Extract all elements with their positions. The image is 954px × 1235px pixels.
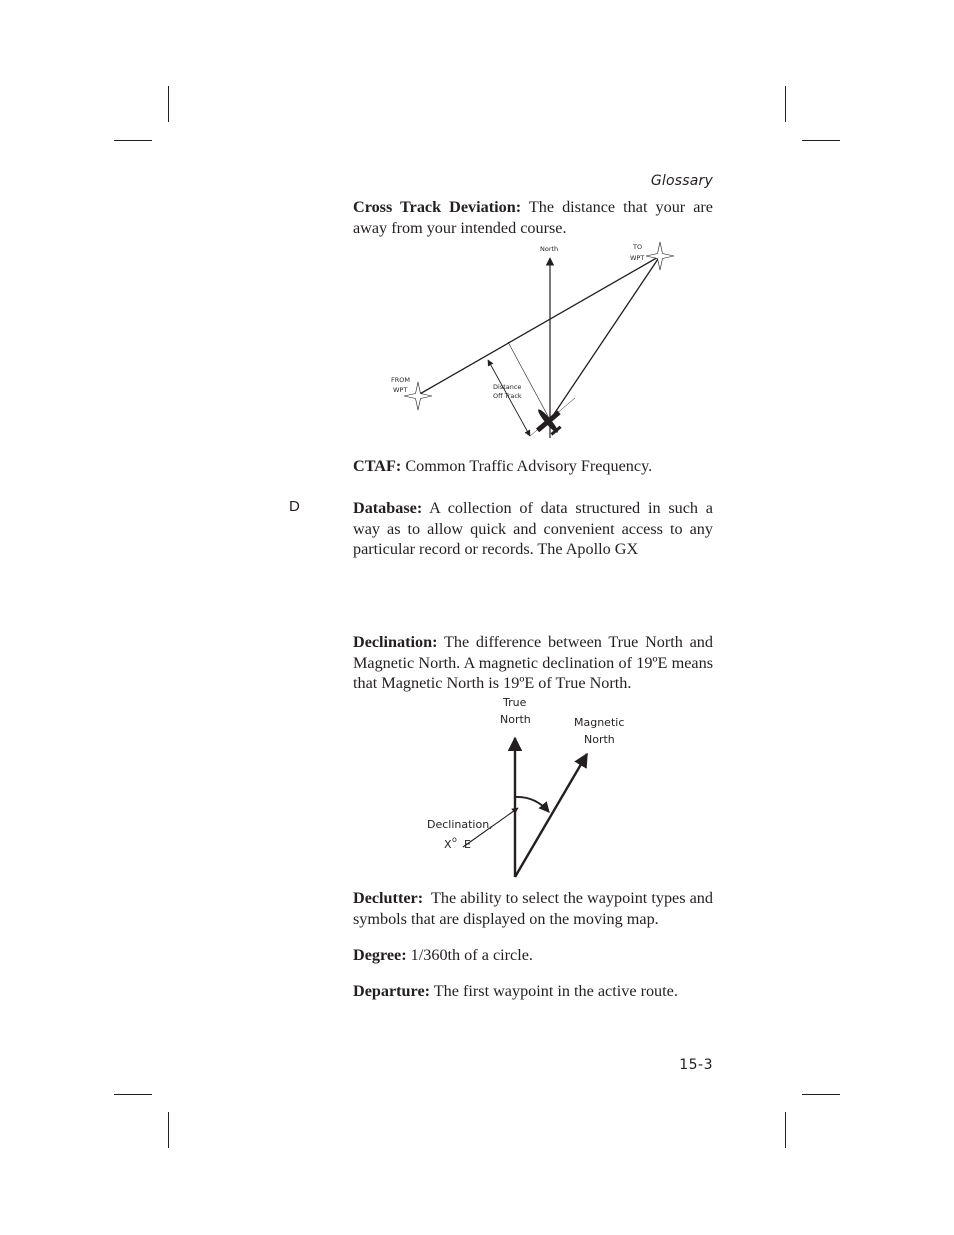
entry-term: CTAF: <box>353 457 402 475</box>
declination-label: Declination, <box>427 818 493 831</box>
declination-degree-sign: o <box>452 835 457 844</box>
distance-label-line-1: Distance <box>493 383 522 391</box>
declination-x: X <box>444 838 452 851</box>
entry-definition: A collection of data structured in such a way as to allow quick and convenient access to any particular record or records. The Apollo GX <box>353 499 713 559</box>
section-letter: D <box>289 498 300 515</box>
magnetic-north-label-line-2: North <box>584 733 615 746</box>
entry-departure <box>353 981 713 1002</box>
true-north-label-line-2: North <box>500 713 531 726</box>
entry-term: Database: <box>353 499 423 517</box>
entry-definition: The distance that your are away from your intended course. <box>353 198 713 237</box>
to-label-line-1: TO <box>633 243 643 251</box>
entry-term: Declination: <box>353 633 438 651</box>
magnetic-north-arrow <box>515 754 587 877</box>
from-label-line-2: WPT <box>393 386 408 394</box>
entry-term: Departure: <box>353 982 431 1000</box>
entry-term: Declutter: <box>353 889 424 907</box>
declination-arc <box>515 797 549 812</box>
entry-definition: The first waypoint in the active route. <box>430 982 678 1000</box>
entry-declutter <box>353 888 718 929</box>
entry-term: Degree: <box>353 946 407 964</box>
entry-definition: 1/360th of a circle. <box>406 946 533 964</box>
north-label: North <box>540 245 559 253</box>
from-label-line-1: FROM <box>391 376 410 384</box>
declination-e: E <box>464 838 471 851</box>
running-header: Glossary <box>650 173 713 189</box>
entry-definition: Common Traffic Advisory Frequency. <box>401 457 653 475</box>
entry-definition: The difference between True North and Magnetic North. A magnetic declination of 19ºE means that Magnetic North is 19ºE of True North. <box>353 633 713 693</box>
distance-label-line-2: Off Track <box>493 392 522 400</box>
entry-term: Cross Track Deviation: <box>353 198 522 216</box>
entry-definition: The ability to select the waypoint types and symbols that are displayed on the moving map. <box>353 889 718 928</box>
page-number: 15-3 <box>679 1057 713 1073</box>
entry-degree <box>353 945 713 966</box>
magnetic-north-label-line-1: Magnetic <box>574 716 625 729</box>
to-label-line-2: WPT <box>630 254 645 262</box>
true-north-label-line-1: True <box>503 696 527 709</box>
